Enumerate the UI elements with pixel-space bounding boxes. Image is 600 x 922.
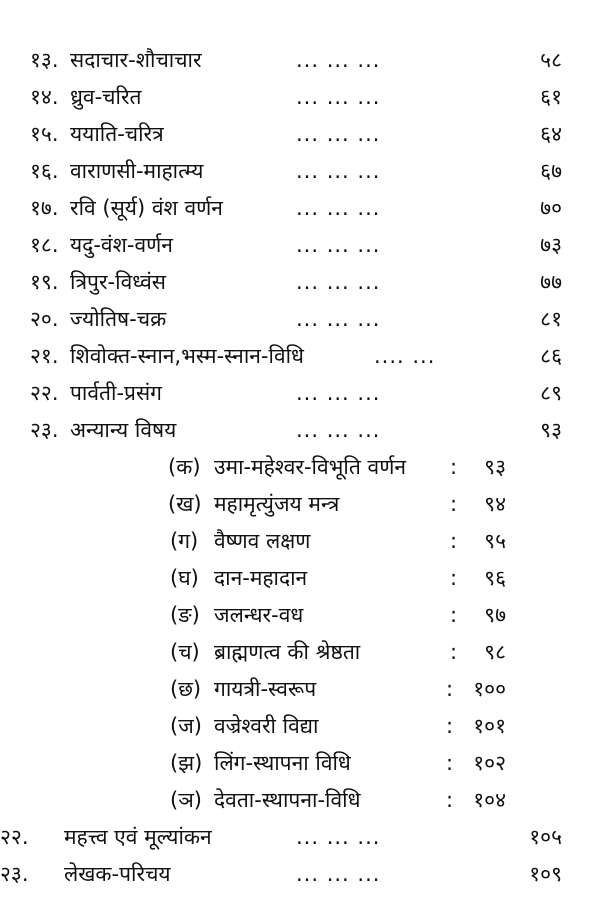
sub-entry-page-number: १०४	[473, 788, 506, 812]
page-number: ७७	[540, 270, 562, 294]
sub-entry-title: गायत्री-स्वरूप	[214, 677, 317, 701]
toc-entry	[0, 116, 600, 152]
sub-entry-page-number: १००	[473, 677, 506, 701]
entry-title: ध्रुव-चरित	[70, 85, 142, 109]
sub-entry-page-number: ९५	[484, 529, 506, 553]
sub-entry-title: महामृत्युंजय मन्त्र	[214, 492, 340, 516]
entry-title: ज्योतिष-चक्र	[70, 307, 167, 331]
entry-number: १५.	[30, 122, 59, 146]
sub-entry-page-number: १०२	[473, 751, 506, 775]
sub-entry-label: (ग)	[170, 529, 199, 553]
page-number: ६१	[540, 85, 562, 109]
entry-title: ययाति-चरित्र	[70, 122, 164, 146]
page-number: १०९	[529, 862, 562, 886]
entry-number: २३.	[0, 862, 29, 886]
page-number: ७३	[540, 233, 562, 257]
sub-entry-label: (क)	[168, 455, 201, 479]
sub-entry-title: वैष्णव लक्षण	[214, 529, 311, 553]
entry-number: २२.	[30, 381, 59, 405]
entry-title: यदु-वंश-वर्णन	[70, 233, 173, 257]
page-number: ६७	[540, 159, 562, 183]
page-number: ७०	[540, 196, 562, 220]
entry-number: २२.	[0, 825, 29, 849]
sub-entry-label: (ज)	[170, 714, 202, 738]
sub-entry-title: लिंग-स्थापना विधि	[214, 751, 351, 775]
sub-entry-label: (घ)	[170, 566, 199, 590]
sub-entry-page-number: ९८	[484, 640, 506, 664]
page-number: ८१	[540, 307, 562, 331]
sub-entry-page-number: ९३	[484, 455, 506, 479]
leader-dots: ... ... ...	[296, 196, 381, 220]
toc-entry	[0, 819, 600, 855]
sub-entry-page-number: ९७	[484, 603, 506, 627]
toc-entry	[0, 42, 600, 78]
entry-title: शिवोक्त-स्नान,भस्म-स्नान-विधि	[70, 344, 304, 368]
entry-title: त्रिपुर-विध्वंस	[70, 270, 167, 294]
sub-entry-title: दान-महादान	[214, 566, 308, 590]
sub-entry-title: वज्रेश्वरी विद्या	[214, 714, 319, 738]
sub-entry-colon: :	[450, 640, 458, 664]
sub-entry-label: (छ)	[170, 677, 202, 701]
leader-dots: ... ... ...	[296, 233, 381, 257]
toc-sub-entry	[0, 671, 600, 707]
sub-entry-page-number: १०१	[473, 714, 506, 738]
leader-dots: ... ... ...	[296, 418, 381, 442]
leader-dots: ... ... ...	[296, 48, 381, 72]
leader-dots: .... ...	[374, 344, 436, 368]
toc-sub-entry	[0, 523, 600, 559]
sub-entry-colon: :	[450, 529, 458, 553]
sub-entry-label: (ङ)	[170, 603, 200, 627]
entry-number: १३.	[30, 48, 59, 72]
toc-sub-entry	[0, 634, 600, 670]
toc-entry	[0, 190, 600, 226]
sub-entry-page-number: ९४	[484, 492, 506, 516]
entry-number: १९.	[30, 270, 59, 294]
leader-dots: ... ... ...	[296, 825, 381, 849]
page-number: ८६	[540, 344, 562, 368]
toc-sub-entry	[0, 745, 600, 781]
entry-title: पार्वती-प्रसंग	[70, 381, 162, 405]
page-number: ६४	[540, 122, 562, 146]
sub-entry-colon: :	[450, 455, 458, 479]
entry-number: २१.	[30, 344, 59, 368]
sub-entry-label: (ख)	[168, 492, 202, 516]
toc-sub-entry	[0, 449, 600, 485]
entry-number: १४.	[30, 85, 59, 109]
leader-dots: ... ... ...	[296, 307, 381, 331]
sub-entry-label: (ञ)	[170, 788, 202, 812]
sub-entry-colon: :	[450, 603, 458, 627]
toc-sub-entry	[0, 708, 600, 744]
sub-entry-label: (झ)	[170, 751, 203, 775]
toc-entry	[0, 227, 600, 263]
sub-entry-label: (च)	[170, 640, 200, 664]
toc-sub-entry	[0, 560, 600, 596]
entry-number: २३.	[30, 418, 59, 442]
leader-dots: ... ... ...	[296, 270, 381, 294]
toc-entry	[0, 301, 600, 337]
sub-entry-title: उमा-महेश्वर-विभूति वर्णन	[214, 455, 407, 479]
entry-number: १८.	[30, 233, 59, 257]
sub-entry-colon: :	[446, 788, 454, 812]
sub-entry-page-number: ९६	[484, 566, 506, 590]
page-number: ८९	[540, 381, 562, 405]
entry-number: २०.	[30, 307, 59, 331]
sub-entry-title: जलन्धर-वध	[214, 603, 304, 627]
page-number: ९३	[540, 418, 562, 442]
leader-dots: ... ... ...	[296, 159, 381, 183]
entry-number: १६.	[30, 159, 59, 183]
sub-entry-colon: :	[446, 751, 454, 775]
leader-dots: ... ... ...	[296, 862, 381, 886]
sub-entry-colon: :	[450, 566, 458, 590]
page-number: ५८	[540, 48, 562, 72]
sub-entry-colon: :	[446, 714, 454, 738]
entry-title: लेखक-परिचय	[64, 862, 171, 886]
sub-entry-title: ब्राह्मणत्व की श्रेष्ठता	[214, 640, 361, 664]
entry-title: अन्यान्य विषय	[70, 418, 177, 442]
leader-dots: ... ... ...	[296, 85, 381, 109]
leader-dots: ... ... ...	[296, 122, 381, 146]
toc-entry	[0, 375, 600, 411]
toc-entry	[0, 412, 600, 448]
page-number: १०५	[529, 825, 562, 849]
toc-entry	[0, 79, 600, 115]
sub-entry-colon: :	[446, 677, 454, 701]
toc-entry	[0, 338, 600, 374]
leader-dots: ... ... ...	[296, 381, 381, 405]
toc-sub-entry	[0, 782, 600, 818]
entry-title: वाराणसी-माहात्म्य	[70, 159, 204, 183]
toc-entry	[0, 264, 600, 300]
entry-title: सदाचार-शौचाचार	[70, 48, 202, 72]
entry-title: महत्त्व एवं मूल्यांकन	[64, 825, 212, 849]
sub-entry-title: देवता-स्थापना-विधि	[214, 788, 361, 812]
toc-entry	[0, 856, 600, 892]
toc-sub-entry	[0, 597, 600, 633]
toc-sub-entry	[0, 486, 600, 522]
entry-title: रवि (सूर्य) वंश वर्णन	[70, 196, 223, 220]
sub-entry-colon: :	[450, 492, 458, 516]
entry-number: १७.	[30, 196, 59, 220]
toc-entry	[0, 153, 600, 189]
